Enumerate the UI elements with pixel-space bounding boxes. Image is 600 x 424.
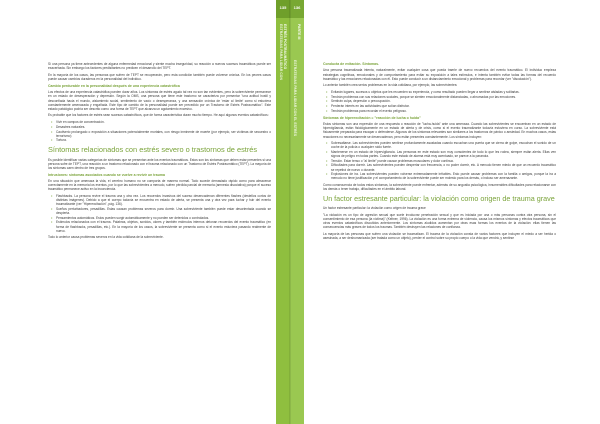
paragraph: Una persona traumatizada intenta, naturalmente, evitar cualquier cosa que pueda traerle de nuevo recuerdos del evento traumático. El individuo empieza estrategias cognitivas, emocionales y de comportamiento para evitar su exposición a tales estímulos, e intenta también evitar todas las formas del recuerdo traumático y las emociones relacionadas con él. Esto puede conducir a un distanciamiento emocional y problemas para recordar (ver "disociación"). [323,68,556,81]
list-item: • Pensamientos automáticos. Estos pueden surgir automáticamente y no pueden ser detenidos o controlados. [48,216,271,220]
paragraph: Es probable que los factores de estrés sean sucesos catastróficos, que de forma característica duran mucho tiempo. He aquí algunos eventos catastróficos: [48,113,269,118]
list-item: • Estímulos relacionados con el trauma. Palabras, objetos, sonidos, olores y también estímulos internos detonan recuerdos del evento traumático (en forma de flashbacks, pesadillas, etc.). En la mayoría de los casos, la sobreviviente se presenta como si el evento estuviera pasando realmente de nuevo. [48,220,271,232]
paragraph: Sí una persona ya tiene antecedentes de alguna enfermedad emocional y siente mucha inseguridad, su reacción a nuevos sucesos traumáticos puede ser exacerbada. Sin embargo los factores predisitantes no predicen el desarrollo del TEPT. [48,62,271,71]
list-item: • Evitarán lugares, sucesos u objetos que les recuerden su experiencia, y como resultado pueden llegar a sentirse aisladas y solitarias. [323,90,556,94]
bullet-list [48,120,271,142]
paragraph: La mayoría de las personas que sufren una violación se traumatizan. El trauma de la violación consta de varios factores que incluyen el miedo a ser herida o asesinada, a ser deshumanizada (ser tratada como un objeto), perder el control sobre su propio cuerpo o la vida que vendrá, y sentirse [323,232,556,241]
list-item: • Desastres naturales. [48,125,271,129]
list-item: • Explosiones de ira. Las sobrevivientes pueden volverse extremadamente irritables. Esto puede causar problemas con la familia o amigos, porque la ira a menudo no tiene justificación y el comportamiento de la sobreviviente puede ser molesto para los demás, o incluso ser amenazante. [323,172,556,180]
major-heading: Síntomas relacionados con estrés severo o trastornos de estrés [48,145,258,155]
list-item: • Dificultades para dormir. Las sobrevivientes pueden despertar con frecuencia, o no poder dormir, etc. A menudo tienen miedo de que un recuerdo traumático se repetirá de nuevo o durante. [323,163,556,171]
list-item: • Sobresaltarse. Las sobrevivientes pueden sentirse profundamente asustadas cuando escuchan una puerta que se cierra de golpe, escuchan el sonido de un coche de la policía o cualquier ruido fuerte. [323,141,556,149]
list-item: • Sueños perturbadores, pesadillas. Estas causan problemas severos para dormir. Una sobreviviente también puede estar desorientada cuando se despierta. [48,207,271,215]
section-heading: Intrusiones: síntomas asociados cuando se vuelve a revivir un trauma [48,172,165,177]
running-head-right: PARTE III [297,24,301,40]
list-item: • Tendrán problemas con sus relaciones sociales, porque se sienten emocionalmente distanciadas, o abrumadas por las emociones. [323,95,556,99]
bullet-list [323,90,556,113]
paragraph: Es posible identificar varias categorías de síntomas que se presentan ante los eventos traumáticos. Estos son los síntomas que deben estar presentes si una persona sufre de TEPT, una reacción a un trastorno relacionado con el trauma relacionado con un Trastorno de Estrés Postraumático (TEPT). La mayoría de los síntomas caen dentro de tres grupos. [48,157,271,170]
right-page-column [323,62,556,243]
right-page [290,0,600,424]
running-head-right-sub: ESTRATEGIAS PARA LIDIAR CON EL ESTRÉS [293,60,297,137]
page-number-right: 136 [293,5,301,10]
paragraph: Todo lo anterior causa problemas severos en la vida cotidiana de la sobreviviente. [48,235,164,240]
section-heading: Síntomas de hiperexcitación = "reacción de lucha o huida" [323,115,421,120]
list-item: • Tensión. Estar tenso o "al límite" puede causar problemas musculares y dolor continuo. [323,159,556,163]
paragraph: Los efectos de una experiencia catastrófica pueden durar años. Los síntomas de estrés agudo tal vez no son tan evidentes, pero la sobreviviente permanece en un estado de desesperación y depresión. Según la OMS, una persona que tiene este trastorno se caracteriza por presentar "una actitud hostil y desconfiada hacia el mundo, aislamiento social, sentimiento de vacío o desesperanza, y una sensación crónica de 'estar al límite' como si estuviera constantemente amenazada y engañada. Este tipo de cambio de la personalidad puede ser precedido por un Trastorno de Estrés Postraumático". Este estado patológico podría ser descrito como una forma de TEPT que alcanza un agotamiento excesivo. [48,90,271,111]
left-page [0,0,290,424]
running-head-left: ESTRÉS POSTRAUMÁTICO [283,24,287,70]
section-heading: Conducta de evitación. Síntomas. [323,62,380,66]
paragraph: "La violación es un tipo de agresión sexual que suele involucrar penetración sexual y que es iniciada por una o más personas contra otra persona, sin el consentimiento de esa persona (la víctima)" (Keltner, 1996). La violación es una forma extrema de violencia, causa los mismos síntomas y efectos traumáticos que otros eventos catastróficos discutidos anteriormente. Los síntomas aludidos aumentan por otras esas formas los eventos de la violación: ellas tienen las consecuencias más graves de todos los traumas. También destruyen las relaciones de confianza. [323,213,556,230]
list-item: • Mantenerse en un estado de hipervigilancia. Las personas en este estado son muy conscientes de todo lo que les rodea, siempre están alerta. Ellas ven signos de peligro en todas partes. Cuando este estado de alarma está muy acentuado, se parece a la paranoia. [323,150,556,158]
list-item: • Sentirán culpa, depresión o preocupación. [323,99,556,103]
bullet-list [323,141,556,180]
page-number-left: 135 [279,5,287,10]
paragraph: Estos síntomas son una expresión de una respuesta o reacción de "lucha-huida" ante una amenaza. Cuando las sobrevivientes se encuentran en un estado de hipervigilancia, están fisiológicamente en un estado de alerta y de crisis, como si el evento traumatizante todavía estuviera en curso. La sobreviviente está físicamente preparada para escapar o defenderse. Algunos de los síntomas relevantes son similares a los trastornos de pánico o ansiedad. En muchos casos, estas reacciones no necesariamente se desencadenan, pero están presentes constantemente. Los síntomas incluyen: [323,122,556,139]
list-item: • Tendrán problemas para recordar el evento peligroso. [323,109,556,113]
paragraph: Un factor estresante particular: la violación como origen de trauma grave [323,206,426,211]
list-item: • Vivir en campos de concentración. [48,120,271,124]
paragraph: Como consecuencia de todos estos síntomas, la sobreviviente puede enfrentar, además de su angustia psicológica, innumerables dificultades para relacionarse con los demás o tener trabajo, dificultades en el ámbito laboral. [323,183,556,192]
list-item: • Flashbacks. La persona revive el trauma una y otra vez. Los recuerdos invasivos del suceso desencadenan diferentes flashes (destellos cortos de distintas imágenes). Debido a que el cuerpo todavía se encuentra en estado de alerta, se presenta una y otra vez para luchar y huir del evento traumatizante (ver "Hiperexcitación", pág. 136). [48,194,271,206]
bullet-list [48,194,271,233]
major-heading: Un factor estresante particular: la violación como origen de trauma grave [323,194,555,204]
paragraph: En la mayoría de los casos, las personas que sufren de TEPT se recuperarán, pero esta condición también puede volverse crónica. En los peores casos puede causar cambios duraderos en la personalidad del individuo. [48,72,271,81]
paragraph: En una situación que amenaza la vida, el cerebro humano no se comporta de manera normal. Todo sucede demasiado rápido como para almacenar correctamente en la memoria los eventos, por lo que las sobrevivientes a menudo, sufren pérdida parcial de memoria (amnesia disociativa) porque el suceso traumático permanece activo en la inconciencia. [48,179,271,192]
running-head-left-sub: ESTRATEGIAS PARA LIDIAR CON [279,24,283,80]
paragraph: Lo anterior también crea serios problemas en la vida cotidiana, por ejemplo, las sobrevivientes: [323,83,458,88]
section-heading: Cambio perdurable en la personalidad después de una experiencia catastrófica [48,83,180,88]
left-page-column [48,62,271,242]
list-item: • Tortura. [48,138,271,142]
list-item: • Cautiverio prolongado o exposición a situaciones potencialmente mortales, con riesgo inminente de muerte (por ejemplo, ser víctimas de secuestro o terrorismo) [48,130,271,138]
list-item: • Perderán interés en las actividades que solían disfrutar. [323,104,556,108]
